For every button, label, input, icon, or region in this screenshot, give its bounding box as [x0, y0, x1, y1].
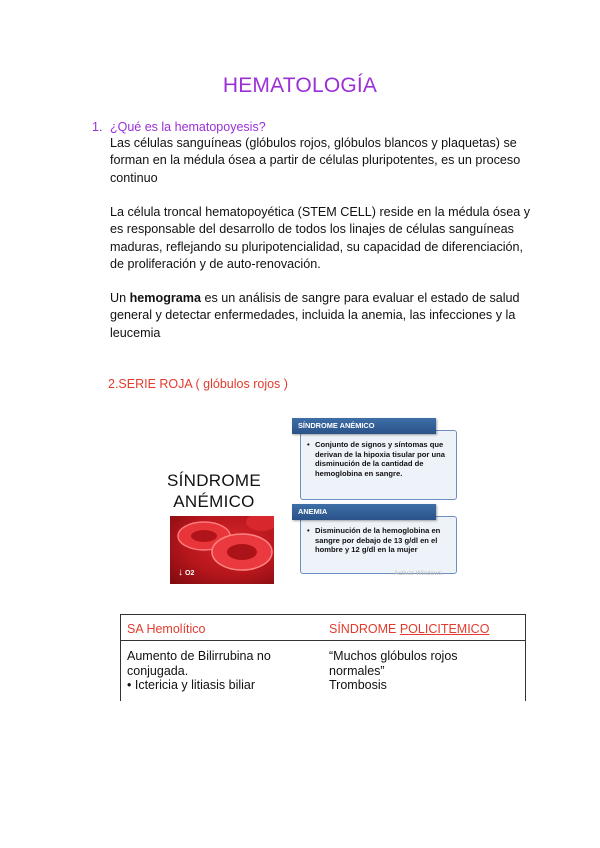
o2-text: O2 [185, 570, 195, 577]
red-cell-center [191, 530, 217, 542]
comparison-table [120, 614, 526, 701]
figure-title-line1: SÍNDROME [166, 471, 261, 490]
table-column-hemolitico [121, 615, 323, 701]
o2-label [178, 567, 194, 578]
figure-title [150, 470, 278, 512]
box-text: Conjunto de signos y síntomas que derivan de la hipoxia tisular por una disminución de la cantidad de hemoglobina en sangre. [315, 440, 445, 478]
cell-line: conjugada. [127, 663, 189, 678]
paragraph-hematopoiesis: Las células sanguíneas (glóbulos rojos, glóbulos blancos y plaquetas) se forman en la médula ósea a partir de células pluripotentes, es un proceso continuo [110, 136, 521, 185]
cell-line: Trombosis [329, 678, 387, 692]
hemogram-bold: hemograma [129, 291, 201, 305]
table-column-policitemico [323, 615, 525, 701]
box-anemic-syndrome [292, 418, 457, 500]
cell-line: normales” [329, 663, 385, 678]
red-blood-cells-image [170, 516, 274, 584]
box-header: ANEMIA [292, 504, 436, 520]
red-cell-shape [246, 516, 274, 531]
bullet-icon: • [307, 526, 310, 535]
watermark-text: Activar Windows [394, 570, 443, 577]
question-text: ¿Qué es la hematopoyesis? [110, 120, 266, 134]
hemogram-post: es un análisis de sangre para evaluar el estado de salud general y detectar enfermedades, incluida la anemia, las infecciones y la leucemia [110, 291, 520, 340]
header-part: SÍNDROME [329, 622, 400, 636]
cell-line: • Ictericia y litiasis biliar [127, 678, 256, 692]
anemic-syndrome-figure [150, 412, 470, 584]
box-header: SÍNDROME ANÉMICO [292, 418, 436, 434]
hemogram-pre: Un [110, 291, 130, 305]
cell-line: Aumento de Bilirrubina no [127, 649, 271, 663]
table-cell [121, 641, 323, 693]
box-body [300, 430, 457, 500]
cell-line: “Muchos glóbulos rojos [329, 649, 458, 663]
red-cell-center [227, 544, 257, 560]
table-cell [323, 641, 525, 693]
box-text: Disminución de la hemoglobina en sangre por debajo de 13 g/dl en el hombre y 12 g/dl en la mujer [315, 526, 441, 555]
paragraph-stem-cell: La célula troncal hematopoyética (STEM CELL) reside en la médula ósea y es responsable del desarrollo de todos los linajes de células sanguíneas maduras, reflejando su pluripotencialidad, su capacidad de diferenciación, de proliferación y de auto-renovación. [110, 205, 531, 271]
paragraph-hemogram [110, 290, 530, 342]
box-anemia [292, 504, 457, 574]
table-header [323, 615, 525, 641]
box-body [300, 516, 457, 574]
figure-title-line2: ANÉMICO [173, 492, 255, 511]
list-number: 1. [92, 120, 103, 134]
table-header: SA Hemolítico [121, 615, 323, 641]
section-heading-serie-roja: 2.SERIE ROJA ( glóbulos rojos ) [108, 377, 288, 391]
page-title: HEMATOLOGÍA [222, 74, 378, 97]
bullet-icon: • [307, 440, 310, 449]
question-heading [92, 120, 266, 134]
arrow-down-icon: ↓ [178, 567, 183, 578]
header-part-underlined: POLICITEMICO [399, 622, 490, 636]
